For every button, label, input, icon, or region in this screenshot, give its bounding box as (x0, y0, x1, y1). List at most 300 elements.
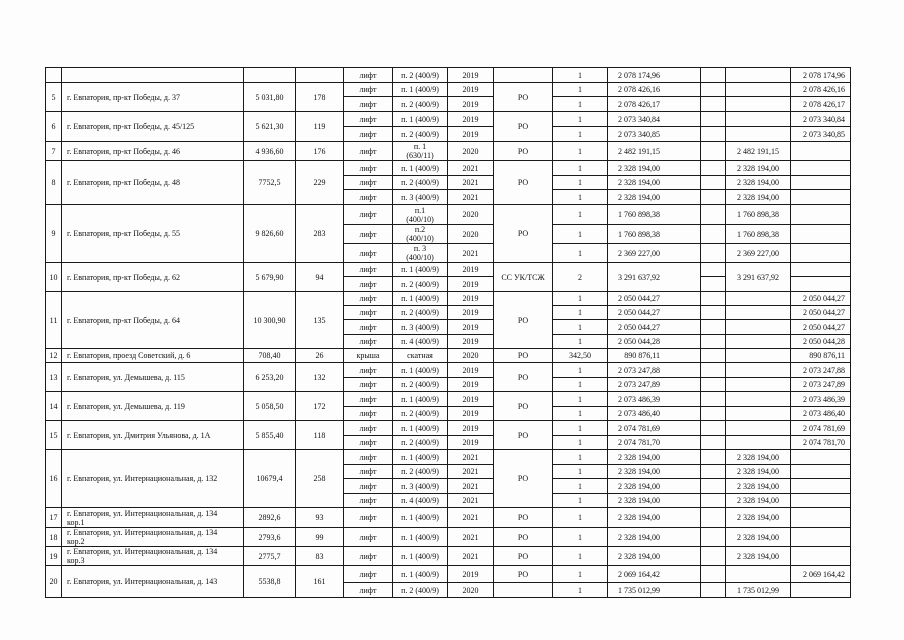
empty-cell (701, 127, 726, 142)
year-cell: 2021 (448, 528, 494, 547)
total-cost-cell: 2 073 486,39 (608, 392, 701, 407)
total-cost-cell: 2 074 781,69 (608, 421, 701, 436)
work-type-cell: лифт (344, 263, 393, 277)
total-cost-cell: 2 073 247,89 (608, 378, 701, 392)
total-cost-cell: 2 074 781,70 (608, 436, 701, 450)
cost-cell-a: 2 328 194,00 (726, 494, 791, 508)
work-type-cell: лифт (344, 421, 393, 436)
address-cell: г. Евпатория, ул. Интернациональная, д. 132 (62, 450, 244, 508)
quantity-cell: 1 (553, 161, 608, 176)
work-type-cell: лифт (344, 83, 393, 97)
address-cell: г. Евпатория, ул. Дмитрия Ульянова, д. 1А (62, 421, 244, 450)
house-number-cell: 13 (46, 363, 62, 392)
year-cell: 2021 (448, 508, 494, 528)
total-cost-cell: 2 328 194,00 (608, 190, 701, 205)
cost-cell-b: 2 050 044,27 (791, 320, 851, 335)
empty-cell (701, 320, 726, 335)
cost-cell-b: 2 073 486,39 (791, 392, 851, 407)
cost-cell-b: 2 050 044,27 (791, 292, 851, 306)
total-cost-cell: 2 328 194,00 (608, 494, 701, 508)
work-type-cell: лифт (344, 363, 393, 378)
total-cost-cell: 2 328 194,00 (608, 479, 701, 494)
quantity-cell: 1 (553, 479, 608, 494)
year-cell: 2021 (448, 479, 494, 494)
year-cell: 2019 (448, 320, 494, 335)
cost-cell-a: 2 328 194,00 (726, 161, 791, 176)
work-detail-cell: п. 1 (400/9) (393, 363, 448, 378)
total-cost-cell: 2 078 426,16 (608, 83, 701, 97)
cost-cell-b (791, 494, 851, 508)
year-cell: 2020 (448, 349, 494, 363)
area-cell: 5 031,80 (244, 83, 296, 112)
address-cell: г. Евпатория, ул. Интернациональная, д. 134 кор.3 (62, 547, 244, 566)
work-detail-cell: п. 3 (400/9) (393, 320, 448, 335)
work-detail-cell: п. 1 (400/9) (393, 566, 448, 583)
cost-cell-b: 2 074 781,70 (791, 436, 851, 450)
empty-cell (701, 68, 726, 83)
empty-cell (701, 436, 726, 450)
empty-cell (701, 190, 726, 205)
cost-cell-a: 1 760 898,38 (726, 205, 791, 225)
funding-method-cell: РО (494, 566, 553, 583)
work-detail-cell: п. 2 (400/9) (393, 306, 448, 320)
work-type-cell: лифт (344, 292, 393, 306)
empty-cell (701, 263, 726, 277)
residents-cell: 229 (296, 161, 344, 205)
house-number-cell: 14 (46, 392, 62, 421)
year-cell: 2020 (448, 205, 494, 225)
work-detail-cell: п. 2 (400/9) (393, 176, 448, 190)
work-type-cell: лифт (344, 479, 393, 494)
work-type-cell: лифт (344, 392, 393, 407)
area-cell: 5538,8 (244, 566, 296, 598)
funding-method-cell: РО (494, 142, 553, 161)
cost-cell-b (791, 508, 851, 528)
funding-method-cell: РО (494, 205, 553, 263)
total-cost-cell: 2 328 194,00 (608, 161, 701, 176)
cost-cell-b (791, 176, 851, 190)
cost-cell-b (791, 479, 851, 494)
quantity-cell: 1 (553, 68, 608, 83)
address-cell: г. Евпатория, ул. Демышева, д. 119 (62, 392, 244, 421)
year-cell: 2020 (448, 225, 494, 244)
cost-cell-b: 2 050 044,28 (791, 335, 851, 349)
quantity-cell: 1 (553, 205, 608, 225)
total-cost-cell: 2 069 164,42 (608, 566, 701, 583)
house-number-cell: 7 (46, 142, 62, 161)
cost-cell-b: 2 078 426,16 (791, 83, 851, 97)
funding-method-cell: РО (494, 508, 553, 528)
year-cell: 2019 (448, 407, 494, 421)
funding-method-cell: РО (494, 450, 553, 508)
cost-cell-a (726, 68, 791, 83)
total-cost-cell: 2 073 486,40 (608, 407, 701, 421)
quantity-cell: 1 (553, 306, 608, 320)
empty-cell (701, 176, 726, 190)
empty-cell (701, 349, 726, 363)
area-cell: 5 058,50 (244, 392, 296, 421)
work-detail-cell: п. 2 (400/9) (393, 583, 448, 598)
work-detail-cell: п. 4 (400/9) (393, 494, 448, 508)
work-type-cell: лифт (344, 277, 393, 292)
total-cost-cell: 890 876,11 (608, 349, 701, 363)
work-type-cell: лифт (344, 583, 393, 598)
work-type-cell: лифт (344, 190, 393, 205)
empty-cell (701, 450, 726, 465)
cost-cell-a: 1 760 898,38 (726, 225, 791, 244)
funding-method-cell (494, 583, 553, 598)
work-type-cell: крыша (344, 349, 393, 363)
house-number-cell: 16 (46, 450, 62, 508)
year-cell: 2019 (448, 392, 494, 407)
work-type-cell: лифт (344, 306, 393, 320)
cost-cell-a: 2 328 194,00 (726, 528, 791, 547)
year-cell: 2021 (448, 547, 494, 566)
year-cell: 2019 (448, 335, 494, 349)
work-detail-cell: п. 1 (400/9) (393, 421, 448, 436)
table-body (46, 68, 851, 598)
total-cost-cell: 2 050 044,27 (608, 292, 701, 306)
quantity-cell: 1 (553, 292, 608, 306)
work-detail-cell: п. 2 (400/9) (393, 127, 448, 142)
address-cell: г. Евпатория, пр-кт Победы, д. 45/125 (62, 112, 244, 142)
total-cost-cell: 2 073 340,85 (608, 127, 701, 142)
house-number-cell: 12 (46, 349, 62, 363)
quantity-cell: 1 (553, 436, 608, 450)
work-detail-cell: п. 2 (400/9) (393, 436, 448, 450)
work-detail-cell: п.1 (400/10) (393, 205, 448, 225)
cost-cell-a: 3 291 637,92 (726, 263, 791, 292)
work-type-cell: лифт (344, 176, 393, 190)
address-cell: г. Евпатория, ул. Интернациональная, д. 143 (62, 566, 244, 598)
quantity-cell: 1 (553, 528, 608, 547)
area-cell: 7752,5 (244, 161, 296, 205)
house-number-cell: 18 (46, 528, 62, 547)
total-cost-cell: 2 369 227,00 (608, 244, 701, 263)
table-row (46, 508, 851, 528)
house-number-cell: 9 (46, 205, 62, 263)
residents-cell: 119 (296, 112, 344, 142)
quantity-cell: 1 (553, 112, 608, 127)
work-detail-cell: п. 2 (400/9) (393, 97, 448, 112)
year-cell: 2019 (448, 436, 494, 450)
table-row (46, 205, 851, 225)
work-type-cell: лифт (344, 547, 393, 566)
empty-cell (701, 566, 726, 583)
cost-cell-b: 2 073 340,84 (791, 112, 851, 127)
year-cell: 2019 (448, 112, 494, 127)
total-cost-cell: 3 291 637,92 (608, 263, 701, 292)
table-row (46, 83, 851, 97)
empty-cell (701, 547, 726, 566)
work-type-cell: лифт (344, 127, 393, 142)
cost-cell-a: 1 735 012,99 (726, 583, 791, 598)
cost-cell-b: 2 073 340,85 (791, 127, 851, 142)
area-cell: 5 621,30 (244, 112, 296, 142)
cost-cell-a: 2 328 194,00 (726, 190, 791, 205)
year-cell: 2019 (448, 421, 494, 436)
cost-cell-b (791, 547, 851, 566)
work-type-cell: лифт (344, 97, 393, 112)
quantity-cell: 1 (553, 142, 608, 161)
cost-cell-a (726, 97, 791, 112)
cost-cell-b: 2 050 044,27 (791, 306, 851, 320)
year-cell: 2019 (448, 97, 494, 112)
funding-method-cell: РО (494, 349, 553, 363)
funding-method-cell: РО (494, 363, 553, 392)
quantity-cell: 1 (553, 244, 608, 263)
residents-cell: 172 (296, 392, 344, 421)
empty-cell (701, 479, 726, 494)
work-type-cell: лифт (344, 68, 393, 83)
total-cost-cell: 2 073 340,84 (608, 112, 701, 127)
quantity-cell: 1 (553, 378, 608, 392)
cost-cell-b (791, 583, 851, 598)
quantity-cell: 1 (553, 225, 608, 244)
table-row (46, 363, 851, 378)
residents-cell: 99 (296, 528, 344, 547)
work-type-cell: лифт (344, 436, 393, 450)
table-row (46, 450, 851, 465)
quantity-cell: 1 (553, 508, 608, 528)
quantity-cell: 1 (553, 176, 608, 190)
empty-cell (701, 421, 726, 436)
capital-repair-table (45, 67, 851, 598)
cost-cell-a: 2 482 191,15 (726, 142, 791, 161)
year-cell: 2020 (448, 142, 494, 161)
year-cell: 2021 (448, 244, 494, 263)
area-cell: 10679,4 (244, 450, 296, 508)
cost-cell-a: 2 328 194,00 (726, 450, 791, 465)
funding-method-cell: РО (494, 547, 553, 566)
year-cell: 2021 (448, 176, 494, 190)
funding-method-cell (494, 68, 553, 83)
address-cell: г. Евпатория, пр-кт Победы, д. 48 (62, 161, 244, 205)
quantity-cell: 1 (553, 494, 608, 508)
house-number-cell: 15 (46, 421, 62, 450)
cost-cell-a (726, 363, 791, 378)
work-type-cell: лифт (344, 205, 393, 225)
cost-cell-a (726, 127, 791, 142)
address-cell: г. Евпатория, пр-кт Победы, д. 37 (62, 83, 244, 112)
work-detail-cell: п. 1 (400/9) (393, 508, 448, 528)
quantity-cell: 1 (553, 363, 608, 378)
cost-cell-a: 2 328 194,00 (726, 465, 791, 479)
total-cost-cell: 2 073 247,88 (608, 363, 701, 378)
empty-cell (701, 335, 726, 349)
area-cell: 9 826,60 (244, 205, 296, 263)
address-cell: г. Евпатория, пр-кт Победы, д. 55 (62, 205, 244, 263)
year-cell: 2019 (448, 566, 494, 583)
address-cell: г. Евпатория, проезд Советский, д. 6 (62, 349, 244, 363)
empty-cell (701, 392, 726, 407)
cost-cell-a (726, 436, 791, 450)
quantity-cell: 1 (553, 407, 608, 421)
cost-cell-b (791, 205, 851, 225)
year-cell: 2019 (448, 292, 494, 306)
cost-cell-b (791, 225, 851, 244)
area-cell: 10 300,90 (244, 292, 296, 349)
table-row (46, 161, 851, 176)
work-type-cell: лифт (344, 112, 393, 127)
cost-cell-b: 2 078 174,96 (791, 68, 851, 83)
cost-cell-a (726, 378, 791, 392)
address-cell: г. Евпатория, ул. Интернациональная, д. 134 кор.1 (62, 508, 244, 528)
cost-cell-a: 2 328 194,00 (726, 508, 791, 528)
cost-cell-b (791, 190, 851, 205)
cost-cell-a (726, 306, 791, 320)
work-type-cell: лифт (344, 407, 393, 421)
year-cell: 2021 (448, 450, 494, 465)
total-cost-cell: 2 328 194,00 (608, 176, 701, 190)
funding-method-cell: РО (494, 528, 553, 547)
house-number-cell: 8 (46, 161, 62, 205)
year-cell: 2021 (448, 161, 494, 176)
residents-cell: 135 (296, 292, 344, 349)
quantity-cell: 1 (553, 583, 608, 598)
cost-cell-b: 2 078 426,17 (791, 97, 851, 112)
house-number-cell: 19 (46, 547, 62, 566)
empty-cell (701, 244, 726, 263)
table-row (46, 142, 851, 161)
work-detail-cell: п. 2 (400/9) (393, 277, 448, 292)
cost-cell-a: 2 328 194,00 (726, 547, 791, 566)
funding-method-cell: РО (494, 112, 553, 142)
total-cost-cell: 2 050 044,27 (608, 306, 701, 320)
cost-cell-a (726, 320, 791, 335)
total-cost-cell: 1 760 898,38 (608, 225, 701, 244)
empty-cell (701, 112, 726, 127)
cost-cell-b: 2 073 486,40 (791, 407, 851, 421)
address-cell: г. Евпатория, пр-кт Победы, д. 62 (62, 263, 244, 292)
work-detail-cell: п. 4 (400/9) (393, 335, 448, 349)
empty-cell (701, 494, 726, 508)
address-cell (62, 68, 244, 83)
work-type-cell: лифт (344, 465, 393, 479)
funding-method-cell: РО (494, 421, 553, 450)
cost-cell-b (791, 277, 851, 292)
total-cost-cell: 2 050 044,28 (608, 335, 701, 349)
address-cell: г. Евпатория, пр-кт Победы, д. 64 (62, 292, 244, 349)
work-detail-cell: п. 1 (400/9) (393, 547, 448, 566)
total-cost-cell: 2 078 174,96 (608, 68, 701, 83)
year-cell: 2019 (448, 306, 494, 320)
work-type-cell: лифт (344, 528, 393, 547)
funding-method-cell: РО (494, 392, 553, 421)
residents-cell: 176 (296, 142, 344, 161)
total-cost-cell: 2 328 194,00 (608, 508, 701, 528)
empty-cell (701, 528, 726, 547)
table-row (46, 392, 851, 407)
work-type-cell: лифт (344, 161, 393, 176)
area-cell: 2775,7 (244, 547, 296, 566)
year-cell: 2021 (448, 494, 494, 508)
house-number-cell: 17 (46, 508, 62, 528)
work-type-cell: лифт (344, 508, 393, 528)
area-cell: 5 855,40 (244, 421, 296, 450)
work-detail-cell: п. 3 (400/9) (393, 190, 448, 205)
area-cell: 5 679,90 (244, 263, 296, 292)
table-row (46, 263, 851, 277)
work-detail-cell: п.2 (400/10) (393, 225, 448, 244)
work-detail-cell: п. 1 (400/9) (393, 392, 448, 407)
cost-cell-a (726, 407, 791, 421)
address-cell: г. Евпатория, ул. Демышева, д. 115 (62, 363, 244, 392)
cost-cell-b: 2 073 247,89 (791, 378, 851, 392)
empty-cell (701, 508, 726, 528)
work-detail-cell: п. 1 (400/9) (393, 83, 448, 97)
cost-cell-b (791, 465, 851, 479)
table-row (46, 112, 851, 127)
year-cell: 2019 (448, 277, 494, 292)
empty-cell (701, 97, 726, 112)
address-cell: г. Евпатория, ул. Интернациональная, д. 134 кор.2 (62, 528, 244, 547)
residents-cell: 178 (296, 83, 344, 112)
table-row (46, 421, 851, 436)
work-type-cell: лифт (344, 244, 393, 263)
quantity-cell: 1 (553, 465, 608, 479)
work-detail-cell: п. 1 (400/9) (393, 161, 448, 176)
area-cell: 2892,6 (244, 508, 296, 528)
work-detail-cell: п. 1 (400/9) (393, 292, 448, 306)
work-type-cell: лифт (344, 494, 393, 508)
work-detail-cell: скатная (393, 349, 448, 363)
empty-cell (701, 363, 726, 378)
year-cell: 2019 (448, 378, 494, 392)
quantity-cell: 1 (553, 97, 608, 112)
residents-cell: 93 (296, 508, 344, 528)
empty-cell (701, 292, 726, 306)
year-cell: 2019 (448, 363, 494, 378)
quantity-cell: 1 (553, 83, 608, 97)
cost-cell-b: 2 073 247,88 (791, 363, 851, 378)
residents-cell: 283 (296, 205, 344, 263)
empty-cell (701, 161, 726, 176)
empty-cell (701, 277, 726, 292)
cost-cell-b (791, 142, 851, 161)
house-number-cell: 20 (46, 566, 62, 598)
residents-cell (296, 68, 344, 83)
total-cost-cell: 2 328 194,00 (608, 547, 701, 566)
area-cell: 4 936,60 (244, 142, 296, 161)
work-detail-cell: п. 1 (630/11) (393, 142, 448, 161)
empty-cell (701, 465, 726, 479)
work-detail-cell: п. 2 (400/9) (393, 68, 448, 83)
cost-cell-b (791, 450, 851, 465)
empty-cell (701, 306, 726, 320)
work-type-cell: лифт (344, 320, 393, 335)
empty-cell (701, 583, 726, 598)
year-cell: 2019 (448, 83, 494, 97)
cost-cell-a (726, 421, 791, 436)
table-row (46, 68, 851, 83)
total-cost-cell: 2 078 426,17 (608, 97, 701, 112)
cost-cell-b: 2 074 781,69 (791, 421, 851, 436)
cost-cell-b: 890 876,11 (791, 349, 851, 363)
table-row (46, 528, 851, 547)
quantity-cell: 1 (553, 421, 608, 436)
total-cost-cell: 2 328 194,00 (608, 450, 701, 465)
empty-cell (701, 142, 726, 161)
table-row (46, 292, 851, 306)
quantity-cell: 1 (553, 547, 608, 566)
quantity-cell: 342,50 (553, 349, 608, 363)
cost-cell-a: 2 369 227,00 (726, 244, 791, 263)
cost-cell-b (791, 528, 851, 547)
work-detail-cell: п. 2 (400/9) (393, 465, 448, 479)
cost-cell-b (791, 263, 851, 277)
year-cell: 2019 (448, 263, 494, 277)
